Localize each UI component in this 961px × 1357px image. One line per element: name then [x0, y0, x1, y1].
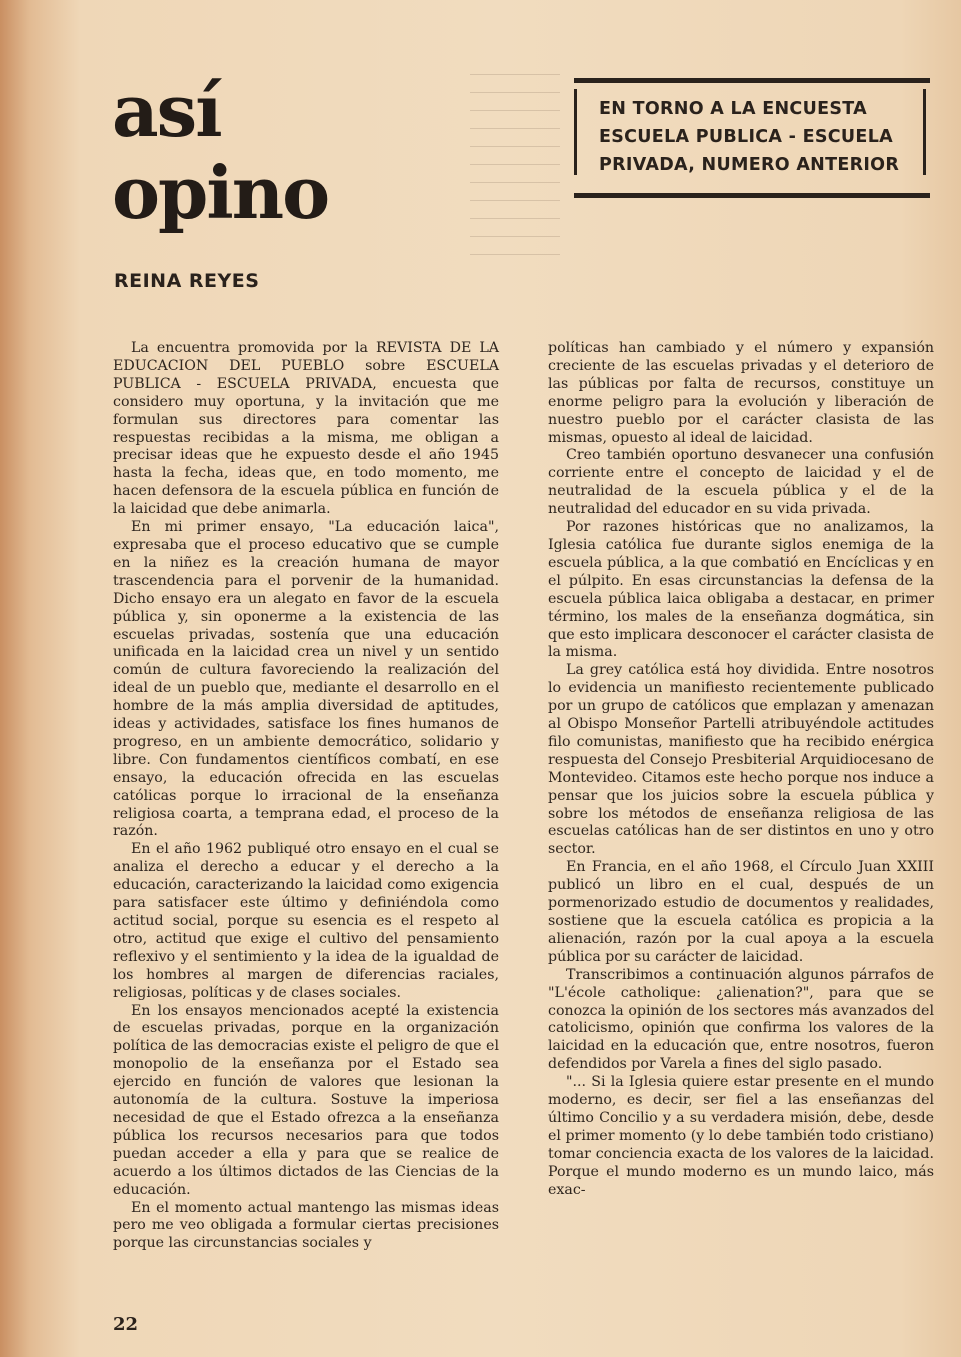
topic-line-2: ESCUELA PUBLICA - ESCUELA	[599, 127, 893, 147]
paragraph: En el momento actual mantengo las mismas ideas pero me veo obligada a formular ciertas precisiones porque las circunstancias sociales y	[113, 1199, 499, 1252]
topic-line-3: PRIVADA, NUMERO ANTERIOR	[599, 155, 900, 175]
author-name: REINA REYES	[114, 270, 260, 292]
article-column-right	[548, 340, 934, 1200]
topic-box	[574, 78, 930, 198]
bleed-through-text	[470, 60, 560, 270]
paragraph: Por razones históricas que no analizamos, la Iglesia católica fue durante siglos enemiga de la escuela pública, a la que combatió en Encíclicas y en el púlpito. En esas circunstancias la defensa de la escuela pública laica obligaba a destacar, en primer término, los males de la enseñanza dogmática, sin que esto implicara desconocer el carácter clasista de la misma.	[548, 519, 934, 661]
topic-line-1: EN TORNO A LA ENCUESTA	[599, 99, 867, 119]
article-column-left	[113, 340, 499, 1253]
title-line-1: así	[112, 68, 221, 153]
paragraph: Transcribimos a continuación algunos párrafos de "L'école catholique: ¿alienation?", para que se conozca la opinión de los sectores más avanzados del catolicismo, opinión que confirma los valores de la laicidad en la educación que, entre nosotros, fueron defendidos por Varela a fines del siglo pasado.	[548, 966, 934, 1073]
paragraph: "... Si la Iglesia quiere estar presente en el mundo moderno, es decir, ser fiel a las enseñanzas del último Concilio y a su verdadera misión, debe, desde el primer momento (y lo debe también todo cristiano) tomar conciencia exacta de los valores de la laicidad. Porque el mundo moderno es un mundo laico, más exac-	[548, 1074, 934, 1198]
paragraph: políticas han cambiado y el número y expansión creciente de las escuelas privadas y el deterioro de las públicas por falta de recursos, constituye un enorme peligro para la evolución y liberación de nuestro pueblo por el carácter clasista de las mismas, opuesto al ideal de laicidad.	[548, 340, 934, 446]
paragraph: La encuentra promovida por la REVISTA DE LA EDUCACION DEL PUEBLO sobre ESCUELA PUBLICA - ESCUELA PRIVADA, encuesta que considero muy oportuna, y la invitación que me formulan sus directores para comentar las respuestas recibidas a la misma, me obligan a precisar ideas que he expuesto desde el año 1945 hasta la fecha, ideas que, en todo momento, me hacen defensora de la escuela pública en función de la laicidad que debe animarla.	[113, 340, 499, 518]
section-title	[112, 70, 328, 234]
paragraph: En mi primer ensayo, "La educación laica", expresaba que el proceso educativo que se cumple en la niñez es la creación humana de mayor trascendencia para el porvenir de la humanidad. Dicho ensayo era un alegato en favor de la escuela pública y, sin oponerme a la existencia de las escuelas privadas, sostenía que una educación unificada en la laicidad crea un nivel y un sentido común de cultura favoreciendo la realización del ideal de un pueblo que, mediante el desarrollo en el hombre de la más amplia diversidad de aptitudes, ideas y actividades, satisface los fines humanos de progreso, en un ambiente democrático, solidario y libre. Con fundamentos científicos combatí, en ese ensayo, la educación ofrecida en las escuelas católicas porque lo irracional de la enseñanza religiosa coarta, a temprana edad, el proceso de la razón.	[113, 519, 499, 840]
paragraph: Creo también oportuno desvanecer una confusión corriente entre el concepto de laicidad y el de neutralidad de la escuela pública y el de la neutralidad del educador en su vida privada.	[548, 447, 934, 518]
page-number: 22	[113, 1314, 139, 1335]
paragraph: La grey católica está hoy dividida. Entre nosotros lo evidencia un manifiesto recientemente publicado por un grupo de católicos que emplazan y amenazan al Obispo Monseñor Partelli atribuyéndole actitudes filo comunistas, manifiesto que ha recibido enérgica respuesta del Consejo Presbiterial Arquidiocesano de Montevideo. Citamos este hecho porque nos induce a pensar que los juicios sobre la escuela pública y sobre los métodos de enseñanza religiosa de las escuelas católicas han de ser distintos en uno y otro sector.	[548, 662, 934, 858]
paragraph: En Francia, en el año 1968, el Círculo Juan XXIII publicó un libro en el cual, después de un pormenorizado estudio de documentos y realidades, sostiene que la escuela católica es propicia a la alienación, razón por la cual apoya a la escuela pública por su carácter de laicidad.	[548, 859, 934, 965]
topic-box-text	[574, 89, 926, 175]
paragraph: En los ensayos mencionados acepté la existencia de escuelas privadas, porque en la organización política de las democracias existe el peligro de que el monopolio de la enseñanza por el Estado sea ejercido en función de valores que lesionan la autonomía de la cultura. Sostuve la imperiosa necesidad de que el Estado ofrezca a la enseñanza pública los recursos necesarios para que todos puedan acceder a ella y para que se realice de acuerdo a los últimos dictados de las Ciencias de la educación.	[113, 1002, 499, 1198]
paragraph: En el año 1962 publiqué otro ensayo en el cual se analiza el derecho a educar y el derecho a la educación, caracterizando la laicidad como exigencia para satisfacer este último y definiéndola como actitud social, porque su esencia es el respeto al otro, actitud que exige el cultivo del pensamiento reflexivo y el sentimiento y la idea de la igualdad de los hombres al margen de diferencias raciales, religiosas, políticas y de clases sociales.	[113, 841, 499, 1001]
title-line-2: opino	[112, 150, 329, 235]
